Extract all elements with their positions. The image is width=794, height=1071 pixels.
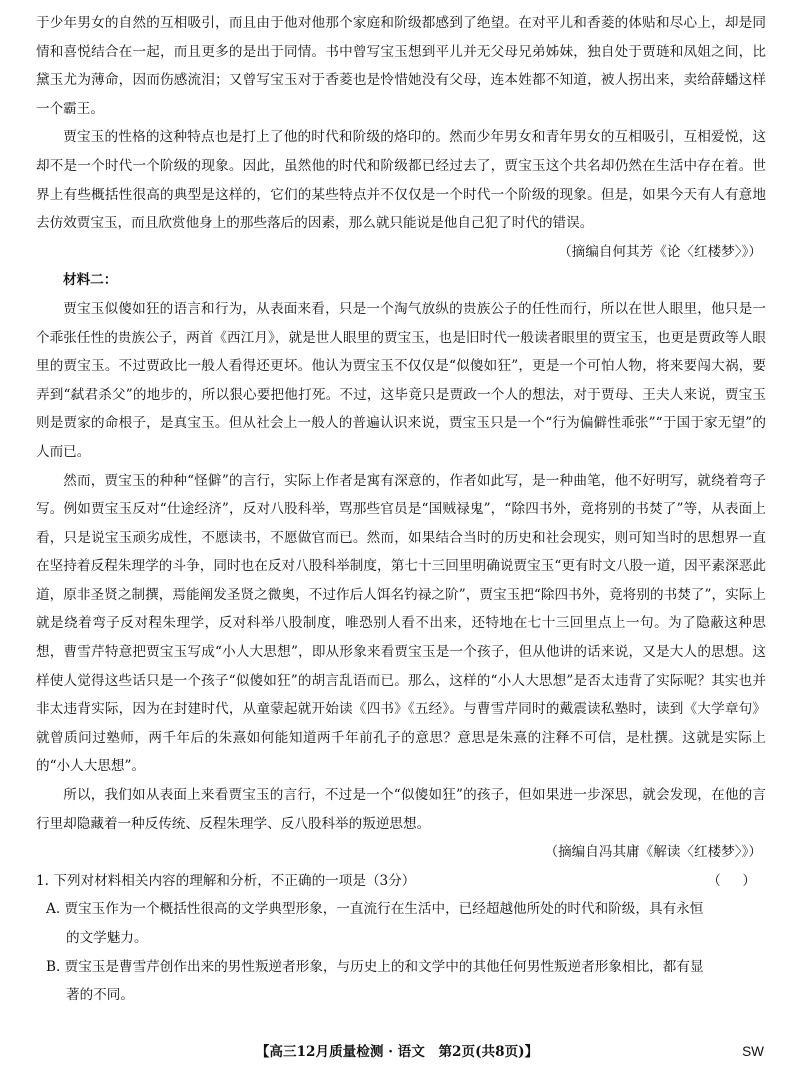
section1-paragraph-2: 贾宝玉的性格的这种特点也是打上了他的时代和阶级的烙印的。然而少年男女和青年男女的互相吸引，互相爱悦，这却不是一个时代一个阶级的现象。因此，虽然他的时代和阶级都已经过去了，贾宝玉这个共名却仍然在生活中存在着。世界上有些概括性很高的典型是这样的，它们的某些特点并不仅仅是一个时代一个阶级的现象。但是，如果今天有人有意地去仿效贾宝玉，而且欣赏他身上的那些落后的因素，那么就只能说是他自己犯了时代的错误。	[36, 129, 766, 232]
option-b-letter: B.	[46, 958, 61, 975]
answer-bracket: （ ）	[707, 872, 760, 889]
material-2-heading: 材料二：	[63, 272, 118, 289]
option-b-continuation: 著的不同。	[66, 987, 134, 1004]
option-a-continuation: 的文学魅力。	[66, 930, 148, 946]
section2-paragraph-2: 然而，贾宝玉的种种“怪僻”的言行，实际上作者是寓有深意的，作者如此写，是一种曲笔，他不好明写，就绕着弯子写。例如贾宝玉反对“仕途经济”，反对八股科举，骂那些官员是“国贼禄鬼”，“除四书外，竟将别的书焚了”等，从表面上看，只是说宝玉顽劣成性，不愿读书，不愿做官而已。然而，如果结合当时的历史和社会现实，则可知当时的思想界一直在坚持着反程朱理学的斗争，同时也在反对八股科举制度，第七十三回里明确说贾宝玉“更有时文八股一道，因平素深恶此道，原非圣贤之制撰，焉能阐发圣贤之微奥，不过作后人饵名钓禄之阶”，贾宝玉把“除四书外，竟将别的书焚了”，实际上就是绕着弯子反对程朱理学，反对科举八股制度，唯恐别人看不出来，还特地在七十三回里点上一句。为了隐蔽这种思想，曹雪芹特意把贾宝玉写成“小人大思想”，即从形象来看贾宝玉是一个孩子，但从他讲的话来说，又是大人的思想。这样使人觉得这些话只是一个孩子“似傻如狂”的胡言乱语而已。那么，这样的“小人大思想”是否太违背了实际呢？其实也并非太违背实际，因为在封建时代，从童蒙起就开始读《四书》《五经》。与曹雪芹同时的戴震读私塾时，读到《大学章句》就曾质问过塾师，两千年后的朱熹如何能知道两千年前孔子的意思？意思是朱熹的注释不可信，是杜撰。这就是实际上的“小人大思想”。	[36, 472, 766, 775]
question-1-stem	[36, 867, 766, 896]
section2-paragraph-1: 贾宝玉似傻如狂的语言和行为，从表面来看，只是一个淘气放纵的贵族公子的任性而行，所以在世人眼里，他只是一个乖张任性的贵族公子，两首《西江月》，就是世人眼里的贾宝玉，也是旧时代一般读者眼里的贾宝玉，也更是贾政等人眼里的贾宝玉。不过贾政比一般人看得还更坏。他认为贾宝玉不仅仅是“似傻如狂”，更是一个可怕人物，将来要闯大祸，要弄到“弑君杀父”的地步的，所以狠心要把他打死。不过，这毕竟只是贾政一个人的想法，对于贾母、王夫人来说，贾宝玉则是贾家的命根子，是真宝玉。但从社会上一般人的普遍认识来说，贾宝玉只是一个“行为偏僻性乖张”“于国于家无望”的人而已。	[36, 300, 766, 460]
section2-paragraph-3: 所以，我们如从表面上来看贾宝玉的言行，不过是一个“似傻如狂”的孩子，但如果进一步深思，就会发现，在他的言行里却隐藏着一种反传统、反程朱理学、反八股科举的叛逆思想。	[36, 787, 766, 832]
section2-citation: （摘编自冯其庸《解读〈红楼梦〉》）	[544, 844, 762, 861]
section1-citation: （摘编自何其芳《论〈红楼梦〉》）	[558, 243, 762, 260]
question-1-text: 1. 下列对材料相关内容的理解和分析，不正确的一项是（3分）	[36, 872, 416, 889]
section1-paragraph-1: 于少年男女的自然的互相吸引，而且由于他对他那个家庭和阶级都感到了绝望。在对平儿和香菱的体贴和尽心上，却是同情和喜悦结合在一起，而且更多的是出于同情。书中曾写宝玉想到平儿并无父母兄弟姊妹，独自处于贾琏和凤姐之间，比黛玉尤为薄命，因而伤感流泪；又曾写宝玉对于香菱也是怜惜她没有父母，连本姓都不知道，被人拐出来，卖给薛蟠这样一个霸王。	[36, 15, 766, 117]
footer-code: SW	[742, 1044, 764, 1059]
option-a-text: 贾宝玉作为一个概括性很高的文学典型形象，一直流行在生活中，已经超越他所处的时代和阶级，具有永恒	[64, 901, 704, 918]
page-footer	[0, 1040, 794, 1064]
option-a-letter: A.	[46, 901, 61, 918]
page-content	[36, 9, 766, 1010]
option-b	[36, 953, 766, 1010]
option-b-text: 贾宝玉是曹雪芹创作出来的男性叛逆者形象，与历史上的和文学中的其他任何男性叛逆者形象相比，都有显	[64, 958, 704, 975]
option-a	[36, 895, 766, 952]
footer-page-info: 【高三12月质量检测 · 语文 第2页(共8页)】	[255, 1044, 539, 1060]
